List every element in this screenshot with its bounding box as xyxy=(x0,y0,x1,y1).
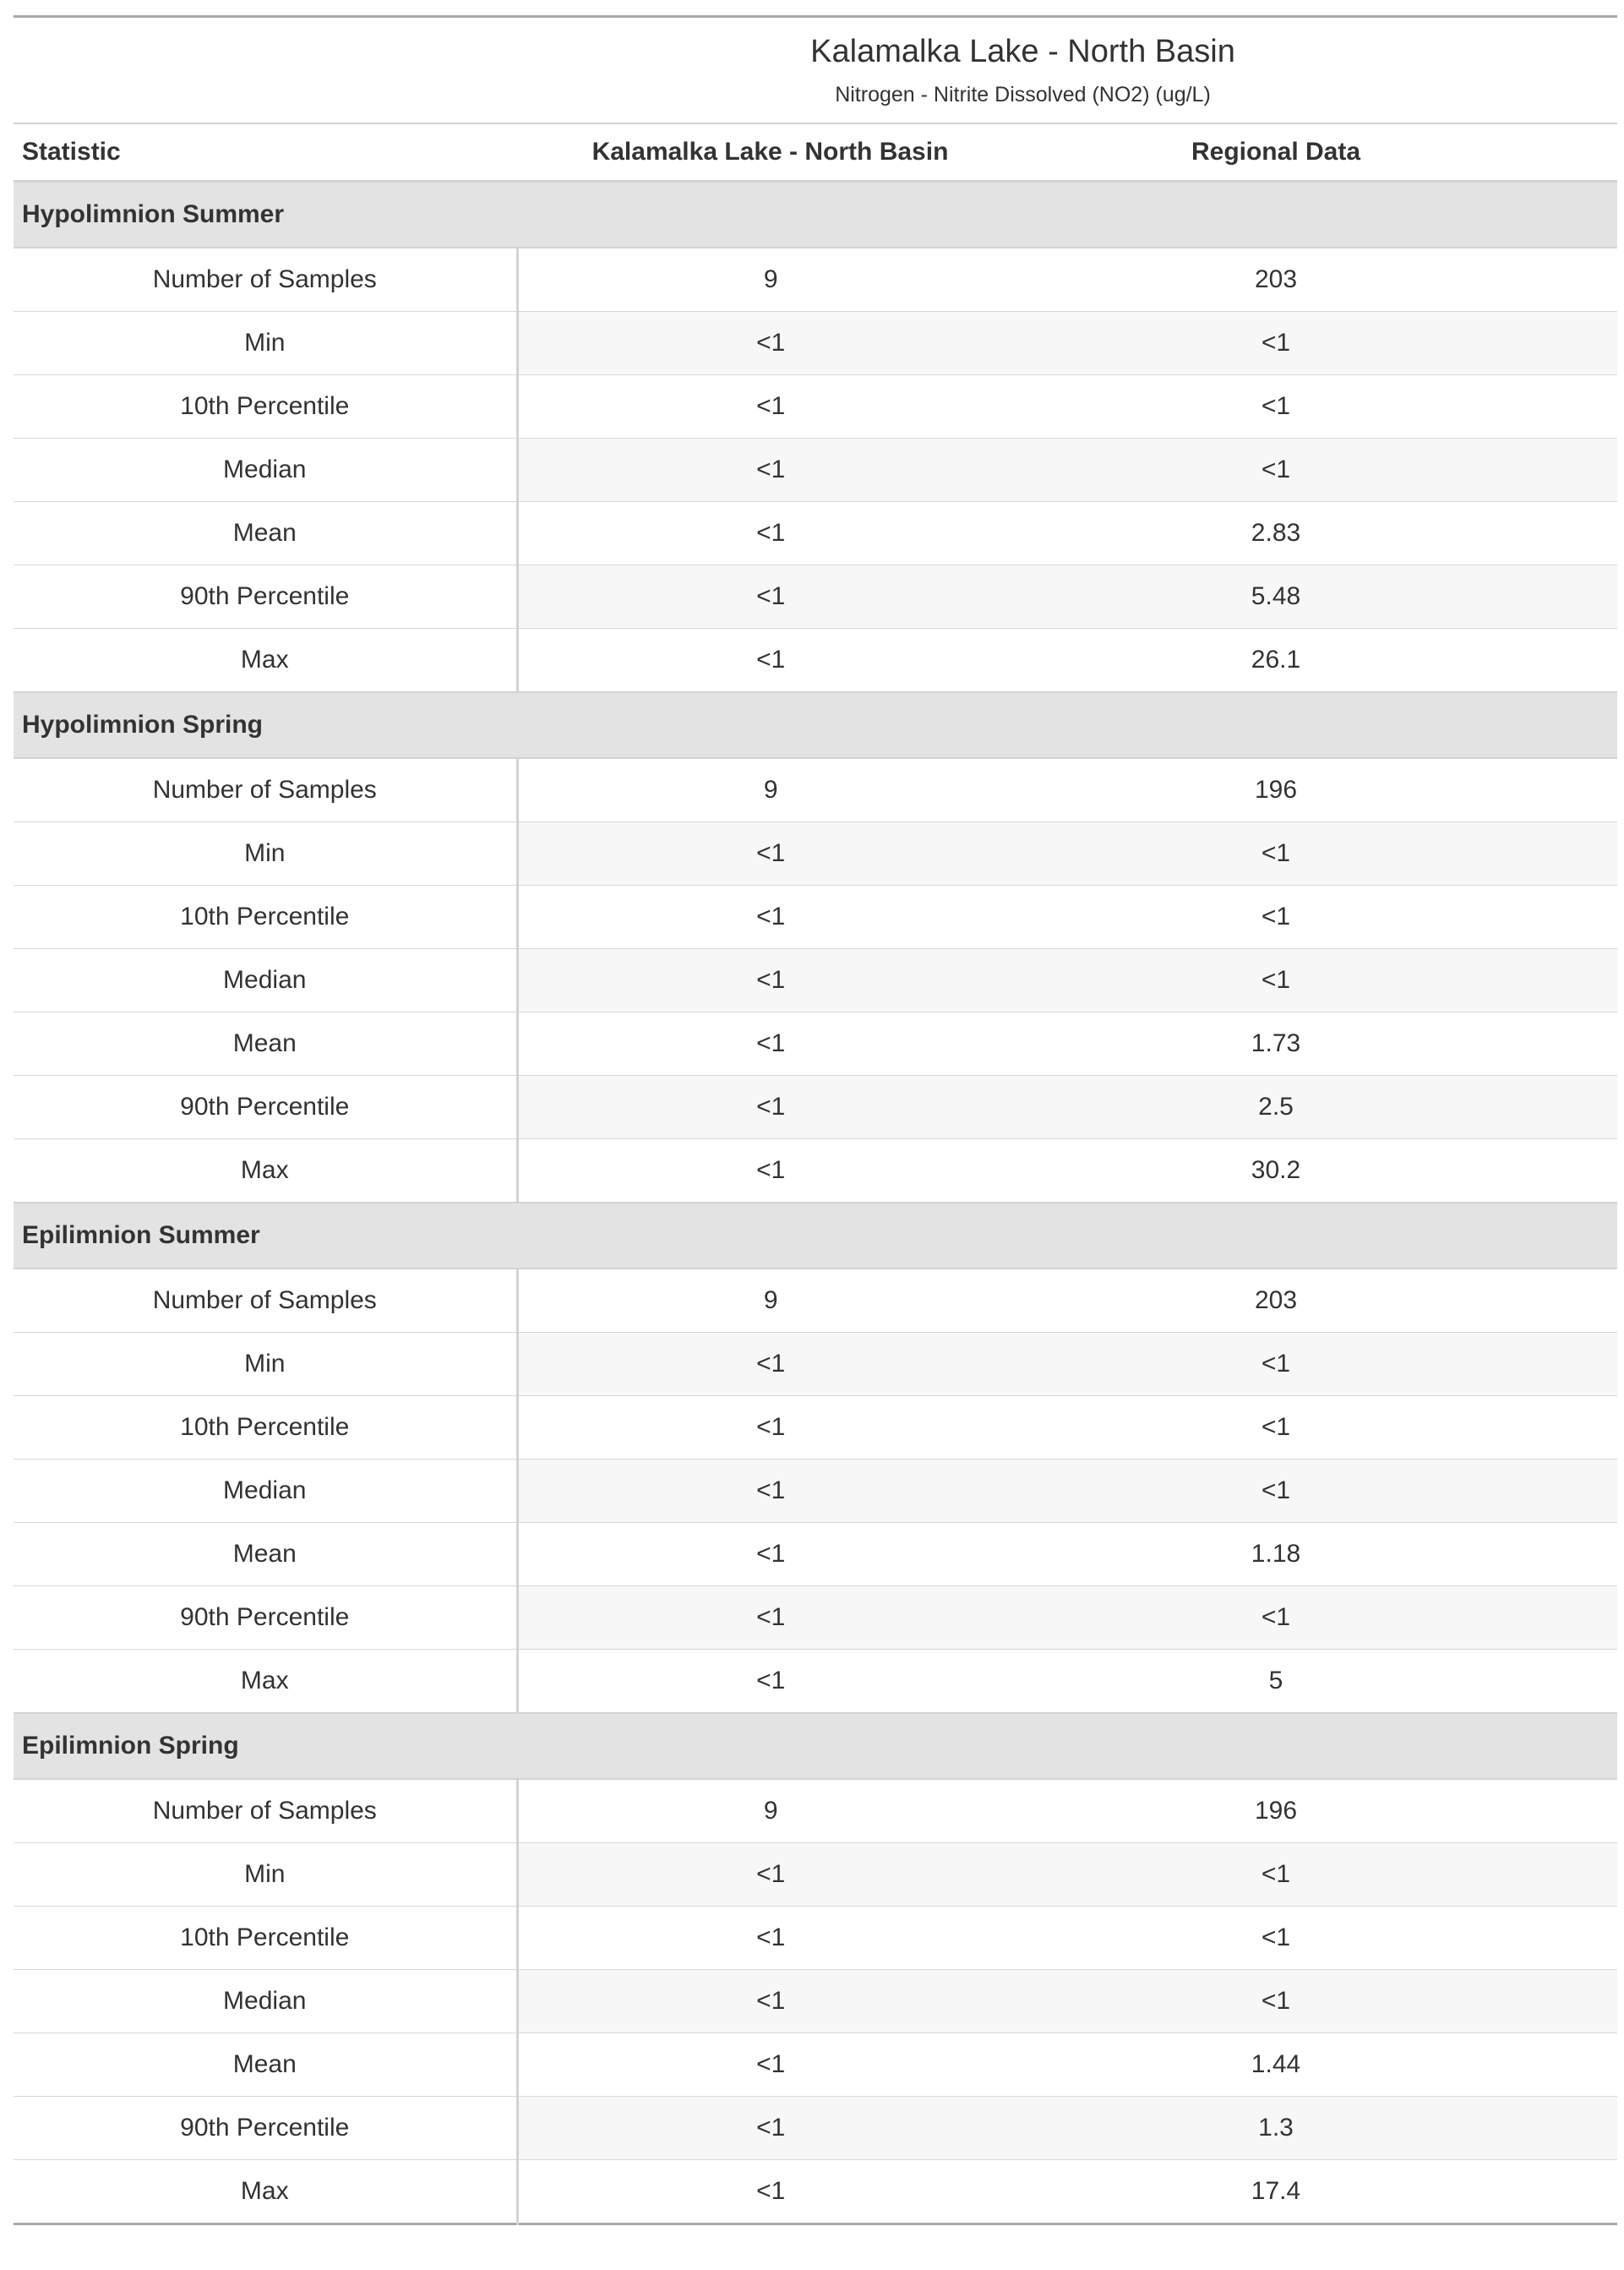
row-spacer-cell xyxy=(1529,1269,1617,1333)
statistic-cell: Max xyxy=(14,1139,517,1203)
regional-value-cell: 2.5 xyxy=(1023,1076,1529,1139)
row-spacer-cell xyxy=(1529,1523,1617,1586)
table-row xyxy=(14,1460,1617,1523)
group-header-row xyxy=(14,1203,1617,1269)
statistic-cell: Min xyxy=(14,1843,517,1907)
row-spacer-cell xyxy=(1529,629,1617,693)
group-header-row xyxy=(14,692,1617,758)
site-value-cell: 9 xyxy=(517,758,1023,822)
row-spacer-cell xyxy=(1529,375,1617,439)
regional-value-cell: 203 xyxy=(1023,1269,1529,1333)
group-header-label: Epilimnion Spring xyxy=(14,1713,1617,1779)
statistic-cell: Max xyxy=(14,2160,517,2224)
column-header-site: Kalamalka Lake - North Basin xyxy=(517,123,1023,182)
site-value-cell: <1 xyxy=(517,1970,1023,2033)
regional-value-cell: <1 xyxy=(1023,1907,1529,1970)
table-row xyxy=(14,1843,1617,1907)
group-header-label: Hypolimnion Summer xyxy=(14,182,1617,248)
site-value-cell: <1 xyxy=(517,1907,1023,1970)
row-spacer-cell xyxy=(1529,2160,1617,2224)
regional-value-cell: 1.3 xyxy=(1023,2097,1529,2160)
site-value-cell: <1 xyxy=(517,1333,1023,1396)
table-row xyxy=(14,1269,1617,1333)
table-row xyxy=(14,2033,1617,2097)
table-row xyxy=(14,1779,1617,1843)
site-value-cell: <1 xyxy=(517,1586,1023,1650)
site-value-cell: <1 xyxy=(517,312,1023,375)
site-value-cell: <1 xyxy=(517,2033,1023,2097)
site-value-cell: 9 xyxy=(517,248,1023,312)
row-spacer-cell xyxy=(1529,1779,1617,1843)
row-spacer-cell xyxy=(1529,2097,1617,2160)
row-spacer-cell xyxy=(1529,502,1617,565)
row-spacer-cell xyxy=(1529,822,1617,886)
column-header-row xyxy=(14,123,1617,182)
row-spacer-cell xyxy=(1529,2033,1617,2097)
statistic-cell: 90th Percentile xyxy=(14,1586,517,1650)
table-body xyxy=(14,182,1617,2224)
regional-value-cell: 196 xyxy=(1023,1779,1529,1843)
row-spacer-cell xyxy=(1529,1460,1617,1523)
statistic-cell: Min xyxy=(14,312,517,375)
table-row xyxy=(14,248,1617,312)
table-row xyxy=(14,2097,1617,2160)
regional-value-cell: 203 xyxy=(1023,248,1529,312)
table-row xyxy=(14,312,1617,375)
statistic-cell: Min xyxy=(14,1333,517,1396)
column-header-statistic: Statistic xyxy=(14,123,517,182)
row-spacer-cell xyxy=(1529,1907,1617,1970)
site-value-cell: <1 xyxy=(517,2097,1023,2160)
group-header-label: Epilimnion Summer xyxy=(14,1203,1617,1269)
table-row xyxy=(14,1907,1617,1970)
site-value-cell: <1 xyxy=(517,565,1023,629)
group-header-label: Hypolimnion Spring xyxy=(14,692,1617,758)
statistic-cell: Median xyxy=(14,949,517,1012)
regional-value-cell: 5 xyxy=(1023,1650,1529,1714)
statistic-cell: 90th Percentile xyxy=(14,2097,517,2160)
statistic-cell: Median xyxy=(14,439,517,502)
site-value-cell: <1 xyxy=(517,375,1023,439)
regional-value-cell: 2.83 xyxy=(1023,502,1529,565)
regional-value-cell: <1 xyxy=(1023,1970,1529,2033)
statistic-cell: 10th Percentile xyxy=(14,1907,517,1970)
regional-value-cell: <1 xyxy=(1023,1396,1529,1460)
statistic-cell: 10th Percentile xyxy=(14,375,517,439)
row-spacer-cell xyxy=(1529,1970,1617,2033)
regional-value-cell: 1.18 xyxy=(1023,1523,1529,1586)
statistic-cell: Mean xyxy=(14,502,517,565)
summary-table-container xyxy=(14,15,1617,2225)
statistic-cell: Number of Samples xyxy=(14,1779,517,1843)
table-title: Kalamalka Lake - North Basin xyxy=(810,34,1235,69)
statistic-cell: 10th Percentile xyxy=(14,1396,517,1460)
row-spacer-cell xyxy=(1529,1333,1617,1396)
site-value-cell: <1 xyxy=(517,2160,1023,2224)
statistic-cell: Number of Samples xyxy=(14,758,517,822)
site-value-cell: <1 xyxy=(517,439,1023,502)
row-spacer-cell xyxy=(1529,1843,1617,1907)
row-spacer-cell xyxy=(1529,758,1617,822)
statistic-cell: 10th Percentile xyxy=(14,886,517,949)
statistic-cell: 90th Percentile xyxy=(14,1076,517,1139)
row-spacer-cell xyxy=(1529,1076,1617,1139)
group-header-row xyxy=(14,182,1617,248)
table-row xyxy=(14,1076,1617,1139)
regional-value-cell: <1 xyxy=(1023,822,1529,886)
table-row xyxy=(14,1586,1617,1650)
table-row xyxy=(14,1396,1617,1460)
site-value-cell: <1 xyxy=(517,1523,1023,1586)
row-spacer-cell xyxy=(1529,1139,1617,1203)
statistic-cell: Number of Samples xyxy=(14,1269,517,1333)
regional-value-cell: 5.48 xyxy=(1023,565,1529,629)
row-spacer-cell xyxy=(1529,248,1617,312)
statistic-cell: Median xyxy=(14,1460,517,1523)
row-spacer-cell xyxy=(1529,886,1617,949)
regional-value-cell: <1 xyxy=(1023,375,1529,439)
statistic-cell: Max xyxy=(14,629,517,693)
regional-value-cell: <1 xyxy=(1023,949,1529,1012)
statistic-cell: Mean xyxy=(14,1523,517,1586)
table-row xyxy=(14,502,1617,565)
site-value-cell: <1 xyxy=(517,1139,1023,1203)
regional-value-cell: <1 xyxy=(1023,439,1529,502)
site-value-cell: <1 xyxy=(517,949,1023,1012)
regional-value-cell: 26.1 xyxy=(1023,629,1529,693)
site-value-cell: <1 xyxy=(517,1650,1023,1714)
site-value-cell: <1 xyxy=(517,822,1023,886)
table-row xyxy=(14,439,1617,502)
regional-value-cell: 17.4 xyxy=(1023,2160,1529,2224)
table-row xyxy=(14,1970,1617,2033)
regional-value-cell: 1.73 xyxy=(1023,1012,1529,1076)
row-spacer-cell xyxy=(1529,949,1617,1012)
table-row xyxy=(14,822,1617,886)
row-spacer-cell xyxy=(1529,565,1617,629)
regional-value-cell: <1 xyxy=(1023,312,1529,375)
table-row xyxy=(14,1333,1617,1396)
summary-table xyxy=(14,15,1617,2225)
table-row xyxy=(14,1139,1617,1203)
site-value-cell: <1 xyxy=(517,1396,1023,1460)
row-spacer-cell xyxy=(1529,439,1617,502)
row-spacer-cell xyxy=(1529,312,1617,375)
regional-value-cell: 196 xyxy=(1023,758,1529,822)
site-value-cell: 9 xyxy=(517,1269,1023,1333)
site-value-cell: 9 xyxy=(517,1779,1023,1843)
table-row xyxy=(14,886,1617,949)
table-row xyxy=(14,375,1617,439)
table-row xyxy=(14,949,1617,1012)
table-title-row xyxy=(14,17,1617,124)
site-value-cell: <1 xyxy=(517,1843,1023,1907)
table-subtitle: Nitrogen - Nitrite Dissolved (NO2) (ug/L) xyxy=(835,82,1211,106)
table-title-block xyxy=(517,33,1529,107)
table-row xyxy=(14,1523,1617,1586)
regional-value-cell: <1 xyxy=(1023,886,1529,949)
column-header-spacer xyxy=(1529,123,1617,182)
row-spacer-cell xyxy=(1529,1586,1617,1650)
regional-value-cell: <1 xyxy=(1023,1586,1529,1650)
statistic-cell: Number of Samples xyxy=(14,248,517,312)
row-spacer-cell xyxy=(1529,1396,1617,1460)
table-row xyxy=(14,2160,1617,2224)
statistic-cell: Mean xyxy=(14,1012,517,1076)
regional-value-cell: 1.44 xyxy=(1023,2033,1529,2097)
regional-value-cell: <1 xyxy=(1023,1460,1529,1523)
table-row xyxy=(14,1012,1617,1076)
table-row xyxy=(14,565,1617,629)
statistic-cell: Median xyxy=(14,1970,517,2033)
group-header-row xyxy=(14,1713,1617,1779)
statistic-cell: Max xyxy=(14,1650,517,1714)
statistic-cell: Min xyxy=(14,822,517,886)
row-spacer-cell xyxy=(1529,1650,1617,1714)
statistic-cell: Mean xyxy=(14,2033,517,2097)
regional-value-cell: 30.2 xyxy=(1023,1139,1529,1203)
site-value-cell: <1 xyxy=(517,502,1023,565)
table-bottom-rule xyxy=(14,2224,1617,2226)
site-value-cell: <1 xyxy=(517,1460,1023,1523)
site-value-cell: <1 xyxy=(517,1012,1023,1076)
regional-value-cell: <1 xyxy=(1023,1333,1529,1396)
regional-value-cell: <1 xyxy=(1023,1843,1529,1907)
table-row xyxy=(14,629,1617,693)
table-row xyxy=(14,758,1617,822)
table-row xyxy=(14,1650,1617,1714)
column-header-regional: Regional Data xyxy=(1023,123,1529,182)
site-value-cell: <1 xyxy=(517,1076,1023,1139)
site-value-cell: <1 xyxy=(517,886,1023,949)
row-spacer-cell xyxy=(1529,1012,1617,1076)
site-value-cell: <1 xyxy=(517,629,1023,693)
statistic-cell: 90th Percentile xyxy=(14,565,517,629)
